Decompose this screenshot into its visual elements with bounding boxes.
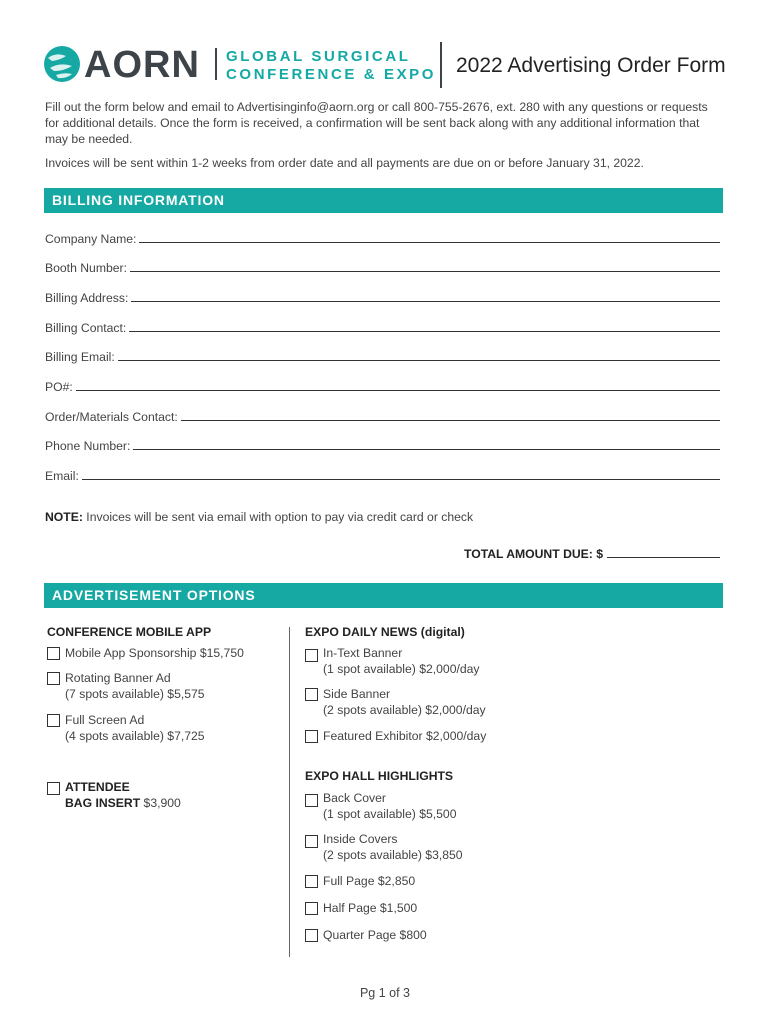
checkbox[interactable] [305,929,318,942]
option-label: Mobile App Sponsorship $15,750 [65,646,244,660]
expo-hall-title: EXPO HALL HIGHLIGHTS [305,769,454,783]
field-label: Company Name: [45,232,137,246]
option-half-page[interactable] [305,900,417,916]
column-divider [289,627,290,957]
checkbox[interactable] [305,688,318,701]
option-label: Side Banner [323,687,391,701]
payment-note [45,510,473,524]
invoice-paragraph: Invoices will be sent within 1-2 weeks from order date and all payments are due on or before January 31, 2022. [45,156,644,170]
checkbox[interactable] [305,649,318,662]
field-label: Order/Materials Contact: [45,410,178,424]
option-label: In-Text Banner [323,646,403,660]
option-quarter-page[interactable] [305,927,427,943]
materials-contact-field[interactable] [45,406,720,424]
page-title: 2022 Advertising Order Form [456,54,726,77]
field-label: Booth Number: [45,261,127,275]
note-text: Invoices will be sent via email with option to pay via credit card or check [82,510,474,524]
option-label: Full Page $2,850 [323,874,416,888]
field-line[interactable] [131,301,720,302]
company-name-field[interactable] [45,228,720,246]
checkbox[interactable] [305,794,318,807]
option-label: Full Screen Ad [65,713,145,727]
option-label: Quarter Page $800 [323,928,427,942]
option-detail: (1 spot available) $5,500 [323,807,457,821]
checkbox[interactable] [47,672,60,685]
option-label-2: BAG INSERT [65,796,141,810]
option-full-screen-ad[interactable] [47,712,205,744]
field-line[interactable] [133,449,720,450]
option-rotating-banner[interactable] [47,670,205,702]
intro-paragraph: Fill out the form below and email to Advertisinginfo@aorn.org or call 800-755-2676, ext. 280 with any questions or requests for additional details. Once the form is received, a confirmation will be sent back along with any additional information that may be needed. [45,100,708,146]
header-divider [440,42,442,88]
option-detail: (7 spots available) $5,575 [65,687,205,701]
po-number-field[interactable] [45,376,720,394]
option-detail: (2 spots available) $2,000/day [323,703,486,717]
field-line[interactable] [129,331,720,332]
page-number: Pg 1 of 3 [359,986,411,1000]
mobile-app-title: CONFERENCE MOBILE APP [47,625,212,639]
option-label: Featured Exhibitor $2,000/day [323,729,487,743]
billing-contact-field[interactable] [45,317,720,335]
checkbox[interactable] [305,835,318,848]
daily-news-title: EXPO DAILY NEWS (digital) [305,625,465,639]
option-label: ATTENDEE [65,780,130,794]
checkbox[interactable] [47,714,60,727]
total-label: TOTAL AMOUNT DUE: $ [464,547,604,561]
option-featured-exhibitor[interactable] [305,728,486,744]
note-label: NOTE: [45,510,83,524]
aorn-logo [42,40,442,90]
field-line[interactable] [139,242,720,243]
option-detail: (4 spots available) $7,725 [65,729,205,743]
phone-number-field[interactable] [45,435,720,453]
option-inside-covers[interactable] [305,831,463,863]
logo-subtitle-1: GLOBAL SURGICAL [226,48,411,65]
field-label: Billing Address: [45,291,129,305]
option-price: $3,900 [140,796,181,810]
option-label: Rotating Banner Ad [65,671,171,685]
checkbox[interactable] [47,647,60,660]
option-label: Inside Covers [323,832,398,846]
booth-number-field[interactable] [45,257,720,275]
total-amount-field[interactable] [464,547,720,561]
globe-logo-icon [42,44,82,84]
option-side-banner[interactable] [305,686,486,718]
field-label: Email: [45,469,79,483]
option-detail: (2 spots available) $3,850 [323,848,463,862]
field-line[interactable] [76,390,720,391]
option-label: Half Page $1,500 [323,901,418,915]
total-line[interactable] [607,557,720,558]
field-line[interactable] [181,420,720,421]
field-label: Billing Email: [45,350,115,364]
field-label: Phone Number: [45,439,131,453]
checkbox[interactable] [305,875,318,888]
field-label: Billing Contact: [45,321,127,335]
checkbox[interactable] [305,902,318,915]
billing-section-header: BILLING INFORMATION [44,188,723,213]
field-line[interactable] [130,271,720,272]
option-mobile-sponsorship[interactable] [47,645,244,661]
billing-address-field[interactable] [45,287,720,305]
field-label: PO#: [45,380,73,394]
field-line[interactable] [82,479,720,480]
field-line[interactable] [118,360,720,361]
billing-email-field[interactable] [45,346,720,364]
logo-subtitle-2: CONFERENCE & EXPO [226,66,437,83]
option-label: Back Cover [323,791,386,805]
checkbox[interactable] [305,730,318,743]
email-field[interactable] [45,465,720,483]
logo-wordmark: AORN [84,44,200,86]
checkbox[interactable] [47,782,60,795]
logo-separator [215,48,217,80]
option-detail: (1 spot available) $2,000/day [323,662,480,676]
option-full-page[interactable] [305,873,415,889]
option-in-text-banner[interactable] [305,645,480,677]
ads-section-header: ADVERTISEMENT OPTIONS [44,583,723,608]
option-attendee-bag-insert[interactable] [47,779,181,811]
option-back-cover[interactable] [305,790,456,822]
